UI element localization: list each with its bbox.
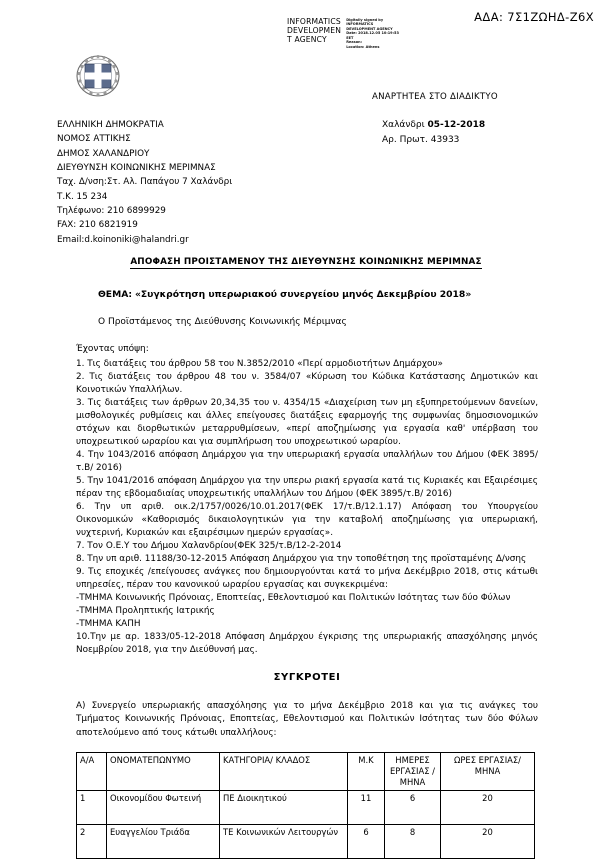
header-aa: Α/Α (77, 752, 107, 790)
header-hours: ΩΡΕΣ ΕΡΓΑΣΙΑΣ/ΜΗΝΑ (441, 752, 535, 790)
decision-title (0, 257, 612, 267)
issuer-intro: Ο Προϊστάμενος της Διεύθυνσης Κοινωνικής Μέριμνας (98, 316, 347, 327)
cell-mk: 6 (348, 824, 385, 858)
cell-fullname: Οικονομίδου Φωτεινή (107, 790, 220, 824)
citation-item: 2. Τις διατάξεις του άρθρου 48 του ν. 3584/07 «Κύρωση του Κώδικα Κατάστασης Δημοτικών και Κοινοτικών Υπαλλήλων. (76, 372, 538, 396)
affected-departments-list (76, 592, 538, 631)
table-row (77, 824, 535, 858)
signature-agency-name (287, 18, 341, 44)
authority-republic: ΕΛΛΗΝΙΚΗ ΔΗΜΟΚΡΑΤΙΑ (57, 120, 164, 130)
authority-email: Email:d.koinoniki@halandri.gr (57, 234, 189, 245)
cell-aa: 1 (77, 790, 107, 824)
authority-fax: FAX: 210 6821919 (57, 220, 138, 231)
department-item: -ΤΜΗΜΑ ΚΑΠΗ (76, 619, 141, 630)
department-item: -ΤΜΗΜΑ Προληπτικής Ιατρικής (76, 606, 215, 617)
protocol-line (382, 133, 485, 148)
authority-municipality: ΔΗΜΟΣ ΧΑΛΑΝΔΡΙΟΥ (57, 148, 150, 159)
subject-text: «Συγκρότηση υπερωριακού συνεργείου μηνός Δεκεμβρίου 2018» (134, 289, 472, 300)
city-date-line (382, 118, 485, 133)
subject-label: ΘΕΜΑ: (98, 289, 133, 300)
authority-phone: Τηλέφωνο: 210 6899929 (57, 205, 166, 216)
signature-agency-line-1: INFORMATICS (287, 17, 341, 26)
citation-item: 6. Την υπ αριθ. οικ.2/1757/0026/10.01.2017(ΦΕΚ 17/τ.Β/12.1.17) Απόφαση του Υπουργείου Οικονομικών «Καθορισμός δικαιολογητικών για την καταβολή αποζημίωσης για υπερωριακή, νυχτερινή, Κυριακών και εξαιρέσιμων ημερών εργασίας». (76, 502, 538, 539)
signature-detail-line-3: DEVELOPMENT AGENCY (346, 26, 393, 31)
cell-category: ΠΕ Διοικητικού (220, 790, 348, 824)
cell-days: 8 (385, 824, 441, 858)
subject-line (98, 288, 538, 302)
authority-address: Ταχ. Δ/νση:Στ. Αλ. Παπάγου 7 Χαλάνδρι (57, 177, 233, 188)
header-fullname: ΟΝΟΜΑΤΕΠΩΝΥΜΟ (107, 752, 220, 790)
authority-directorate: ΔΙΕΥΘΥΝΣΗ ΚΟΙΝΩΝΙΚΗΣ ΜΕΡΙΜΝΑΣ (57, 162, 216, 173)
resolution-paragraph-a: Α) Συνεργείο υπερωριακής απασχόλησης για το μήνα Δεκέμβριο 2018 και για τις ανάγκες του Τμήματος Κοινωνικής Πρόνοιας, Εποπτείας, Εθελοντισμού και Πολιτικών Ισότητας των δύο Φύλων αποτελούμενο από τους κάτωθι υπαλλήλους: (76, 701, 538, 738)
publication-note: ΑΝΑΡΤΗΤΕΑ ΣΤΟ ΔΙΑΔΙΚΤΥΟ (372, 92, 498, 102)
document-body (76, 288, 538, 859)
cell-hours: 20 (441, 824, 535, 858)
signature-detail-line-6: Reason: (346, 40, 362, 45)
authority-prefecture: ΝΟΜΟΣ ΑΤΤΙΚΗΣ (57, 134, 131, 145)
signature-agency-line-2: DEVELOPMEN (287, 25, 342, 35)
authority-postal-code: Τ.Κ. 15 234 (57, 191, 108, 202)
cell-aa: 2 (77, 824, 107, 858)
citation-item: 4. Την 1043/2016 απόφαση Δημάρχου για την υπερωριακή εργασία υπαλλήλων του Δήμου (ΦΕΚ 3895/τ.Β/ 2016) (76, 450, 538, 474)
citation-item-10: 10.Την με αρ. 1833/05-12-2018 Απόφαση Δημάρχου έγκρισης της υπερωριακής απασχόλησης μηνός Νοεμβρίου 2018, για την Διεύθυνσή μας. (76, 632, 538, 656)
date-protocol-block (382, 118, 485, 147)
protocol-number: 43933 (430, 134, 460, 145)
cell-category: ΤΕ Κοινωνικών Λειτουργών (220, 824, 348, 858)
cell-fullname: Ευαγγελίου Τριάδα (107, 824, 220, 858)
citation-item: 5. Την 1041/2016 απόφαση Δημάρχου για την υπερω ριακή εργασία κατά τις Κυριακές και Εξαιρέσιμες πέραν της εβδομαδιαίας υποχρεωτικής υπαλλήλων του Δήμου (ΦΕΚ 3895/τ.Β/ 2016) (76, 476, 538, 500)
signature-details (346, 18, 399, 49)
having-in-mind-label: Έχοντας υπόψη: (76, 343, 149, 354)
citation-item: 1. Τις διατάξεις του άρθρου 58 του Ν.3852/2010 «Περί αρμοδιοτήτων Δημάρχου» (76, 359, 443, 370)
resolution-heading: ΣΥΓΚΡΟΤΕΙ (273, 672, 341, 684)
issue-date: 05-12-2018 (427, 120, 486, 130)
signature-detail-line-7: Location: Athens (346, 44, 380, 49)
hellenic-republic-coat-of-arms-icon (73, 50, 123, 100)
signature-detail-line-1: Digitally signed by (346, 18, 384, 22)
table-row (77, 790, 535, 824)
cell-hours: 20 (441, 790, 535, 824)
header-days: ΗΜΕΡΕΣ ΕΡΓΑΣΙΑΣ /ΜΗΝΑ (385, 752, 441, 790)
cell-days: 6 (385, 790, 441, 824)
citation-item: 7. Τον Ο.Ε.Υ του Δήμου Χαλανδρίου(ΦΕΚ 325/τ.Β/12-2-2014 (76, 541, 342, 552)
digital-signature-stamp (287, 18, 399, 49)
header-mk: Μ.Κ (348, 752, 385, 790)
table-header-row (77, 752, 535, 790)
decision-title-text: ΑΠΟΦΑΣΗ ΠΡΟΙΣΤΑΜΕΝΟΥ ΤΗΣ ΔΙΕΥΘΥΝΣΗΣ ΚΟΙΝΩΝΙΚΗΣ ΜΕΡΙΜΝΑΣ (130, 257, 482, 267)
signature-agency-line-3: T AGENCY (287, 34, 327, 44)
signature-detail-line-5: EET (346, 35, 354, 40)
overtime-staff-table (76, 752, 535, 859)
signature-detail-line-2: INFORMATICS (346, 22, 374, 27)
legal-citations-list (76, 358, 538, 592)
issuing-authority-block (57, 118, 232, 247)
citation-item: 8. Την υπ αριθ. 11188/30-12-2015 Απόφαση Δημάρχου για την τοποθέτηση της προϊσταμένης Δ/νσης (76, 554, 527, 565)
cell-mk: 11 (348, 790, 385, 824)
department-item: -ΤΜΗΜΑ Κοινωνικής Πρόνοιας, Εποπτείας, Εθελοντισμού και Πολιτικών Ισότητας των δύο Φύλων (76, 593, 511, 604)
protocol-label: Αρ. Πρωτ. (382, 134, 428, 145)
citation-item: 9. Τις εποχικές /επείγουσες ανάγκες που δημιουργούνται κατά το μήνα Δεκέμβριο 2018, στις κάτωθι υπηρεσίες, πέραν του κανονικού ωραρίου εργασίας και συγκεκριμένα: (76, 567, 538, 591)
header-category: ΚΑΤΗΓΟΡΙΑ/ ΚΛΑΔΟΣ (220, 752, 348, 790)
city-label: Χαλάνδρι (382, 120, 425, 130)
signature-detail-line-4: Date: 2018.12.05 10:19:53 (346, 31, 399, 36)
ada-number: ΑΔΑ: 7Σ1ΖΩΗΔ-Ζ6Χ (474, 10, 594, 24)
citation-item: 3. Τις διατάξεις των άρθρων 20,34,35 του ν. 4354/15 «Διαχείριση των μη εξυπηρετούμενων δανείων, μισθολογικές ρυθμίσεις και άλλες επείγουσες διατάξεις εφαρμογής της συμφωνίας δημοσιονομικών στόχων και διορθωτικών μεταρρυθμίσεων, «περί αποζημίωσης για εργασία καθ' υπέρβαση του υποχρεωτικού ωραρίου και για συμπλήρωση του υποχρεωτικού ωραρίου. (76, 398, 538, 448)
